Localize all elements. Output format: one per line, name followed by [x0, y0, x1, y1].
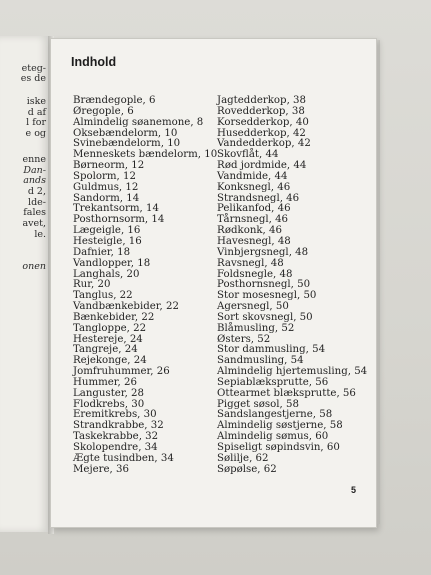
contents-entry: Brændegople, 6: [73, 95, 156, 106]
contents-entry: Sandmusling, 54: [217, 355, 304, 367]
contents-entry: Trekantsorm, 14: [73, 203, 159, 215]
contents-entry: Spiseligt søpindsvin, 60: [217, 442, 340, 453]
page-title: Indhold: [71, 55, 117, 69]
contents-entry: Pelikanfod, 46: [217, 203, 291, 215]
contents-entry: Tangreje, 24: [73, 344, 138, 356]
contents-entry: Eremitkrebs, 30: [73, 409, 157, 421]
contents-entry: Languster, 28: [73, 387, 145, 399]
contents-entry: Strandsnegl, 46: [217, 192, 300, 204]
contents-entry: Skolopendre, 34: [73, 442, 158, 453]
left-page-text-fragment: e og: [25, 128, 46, 139]
contents-entry: Svinebændelorm, 10: [73, 138, 181, 150]
contents-entry: Rejekonge, 24: [73, 355, 147, 367]
contents-entry: Oksebændelorm, 10: [73, 127, 178, 139]
contents-entry: Havesnegl, 48: [217, 235, 291, 247]
contents-entry: Taskekrabbe, 32: [73, 431, 159, 443]
contents-entry: Rur, 20: [73, 279, 111, 291]
contents-column-right: [217, 96, 367, 476]
contents-entry: Tangloppe, 22: [73, 322, 147, 334]
contents-column-left: [73, 96, 217, 476]
left-page-text-fragment: es de: [20, 73, 46, 84]
contents-entry: Stor mosesnegl, 50: [217, 290, 317, 302]
contents-entry: Vandmide, 44: [217, 170, 288, 182]
contents-entry: Hesteigle, 16: [73, 235, 142, 247]
contents-entry: Øregople, 6: [73, 105, 134, 117]
contents-entry: Husedderkop, 42: [217, 127, 306, 139]
contents-entry: Almindelig søstjerne, 58: [217, 420, 343, 432]
left-page-text-fragment: enne: [22, 154, 46, 165]
contents-entry: Agersnegl, 50: [217, 301, 289, 313]
contents-entry: Søpølse, 62: [217, 463, 277, 475]
contents-entry: Vandbænkebider, 22: [73, 301, 179, 313]
contents-entry: Rød jordmide, 44: [217, 160, 307, 172]
contents-entry: Ottearmet blæksprutte, 56: [217, 387, 356, 399]
contents-entry: Børneorm, 12: [73, 160, 145, 172]
contents-entry: Mejere, 36: [73, 463, 129, 475]
contents-entry: Menneskets bændelorm, 10: [73, 149, 218, 161]
contents-entry: Hummer, 26: [73, 376, 137, 388]
left-page-text-fragment: eteg-: [21, 63, 46, 74]
contents-entry: Østers, 52: [217, 333, 271, 345]
contents-entry: Flodkrebs, 30: [73, 398, 145, 410]
contents-entry: Rovedderkop, 38: [217, 105, 305, 117]
contents-entry: Foldsnegle, 48: [217, 268, 293, 280]
left-page-text-fragment: le.: [34, 229, 46, 240]
contents-entry: Jomfruhummer, 26: [73, 366, 170, 378]
contents-entry: Guldmus, 12: [73, 181, 139, 193]
contents-entry: Jagtedderkop, 38: [217, 95, 307, 106]
contents-entry: Korsedderkop, 40: [217, 116, 309, 128]
contents-entry: Rødkonk, 46: [217, 225, 282, 237]
left-page-text-fragment: fales: [23, 207, 46, 218]
contents-entry: Dafnier, 18: [73, 246, 131, 258]
contents-entry: Ægte tusindben, 34: [73, 452, 174, 464]
contents-entry: Sepiablæksprutte, 56: [217, 376, 329, 388]
contents-entry: Konksnegl, 46: [217, 181, 291, 193]
contents-entry: Tårnsnegl, 46: [217, 214, 289, 226]
contents-entry: Posthornsnegl, 50: [217, 279, 311, 291]
left-page-text-fragment: d 2,: [27, 186, 46, 197]
left-page-text-fragment: avet,: [22, 218, 46, 229]
contents-entry: Vandlopper, 18: [73, 257, 151, 269]
contents-entry: Stor dammusling, 54: [217, 344, 326, 356]
left-page-text-fragment: ands: [23, 175, 46, 186]
contents-entry: Søliljе, 62: [217, 452, 269, 464]
contents-entry: Sort skovsnegl, 50: [217, 311, 313, 323]
contents-entry: Blåmusling, 52: [217, 322, 295, 334]
contents-entry: Spolorm, 12: [73, 170, 136, 182]
left-page-text-fragment: l for: [26, 117, 46, 128]
contents-page: [50, 38, 377, 528]
left-page-text-fragment: lde-: [28, 197, 46, 208]
contents-entry: Posthornsorm, 14: [73, 214, 165, 226]
contents-entry: Almindelig søanemone, 8: [73, 116, 204, 128]
left-page: [0, 36, 50, 532]
contents-entry: Bænkebider, 22: [73, 311, 155, 323]
contents-entry: Ravsnegl, 48: [217, 257, 284, 269]
left-page-text-fragment: Dan-: [23, 165, 46, 176]
contents-entry: Vinbjergsnegl, 48: [217, 246, 309, 258]
contents-entry: Almindelig hjertemusling, 54: [217, 366, 368, 378]
left-page-text-fragment: iske: [26, 96, 46, 107]
contents-entry: Almindelig sømus, 60: [217, 431, 329, 443]
left-page-text-fragment: onen: [22, 261, 46, 272]
contents-entry: Pigget søsol, 58: [217, 398, 299, 410]
contents-entry: Sandorm, 14: [73, 192, 140, 204]
contents-entry: Langhals, 20: [73, 268, 140, 280]
contents-entry: Tanglus, 22: [73, 290, 133, 302]
contents-entry: Strandkrabbe, 32: [73, 420, 164, 432]
contents-entry: Vandedderkop, 42: [217, 138, 311, 150]
contents-entry: Hestereje, 24: [73, 333, 143, 345]
contents-entry: Sandslangestjerne, 58: [217, 409, 333, 421]
contents-entry: Lægeigle, 16: [73, 225, 141, 237]
left-page-text-fragment: d af: [27, 107, 46, 118]
contents-entry: Skovflåt, 44: [217, 149, 279, 161]
page-number: 5: [350, 485, 356, 495]
